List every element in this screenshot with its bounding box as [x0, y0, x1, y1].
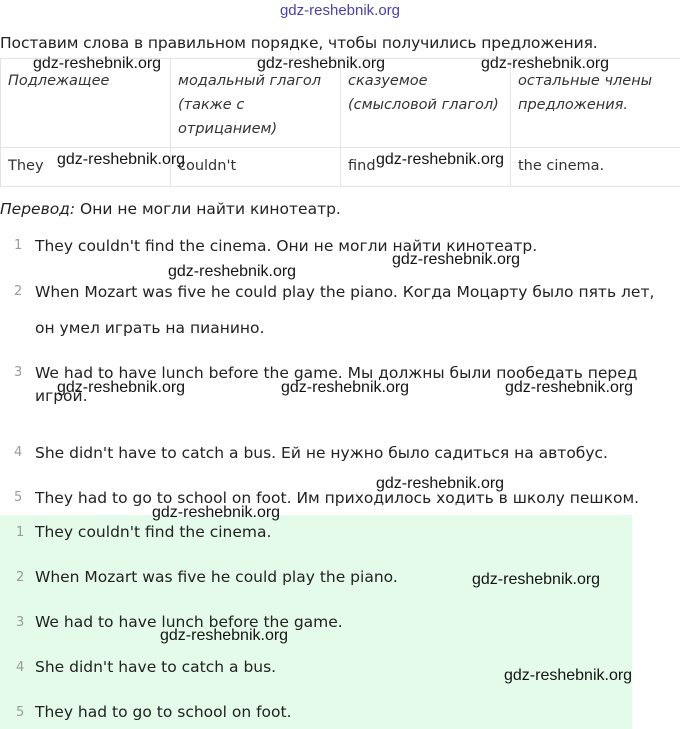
watermark: gdz-reshebnik.org: [257, 55, 386, 72]
header-other-members: остальные члены предложения.: [511, 59, 680, 148]
header-watermark: gdz-reshebnik.org: [279, 2, 401, 19]
watermark: gdz-reshebnik.org: [160, 627, 289, 644]
header-subject: Подлежащее: [1, 59, 171, 148]
item-number: 3: [16, 615, 25, 630]
cell-predicate: find: [341, 148, 511, 187]
item-text: They couldn't find the cinema. Они не могли найти кинотеатр.: [35, 237, 538, 255]
item-number: 3: [14, 365, 23, 380]
item-text: She didn't have to catch a bus. Ей не нужно было садиться на автобус.: [35, 444, 608, 462]
item-text: She didn't have to catch a bus.: [35, 658, 277, 676]
watermark: gdz-reshebnik.org: [504, 667, 633, 684]
watermark: gdz-reshebnik.org: [472, 571, 601, 588]
item-number: 1: [16, 525, 25, 540]
cell-subject: They: [1, 148, 171, 187]
item-number: 2: [16, 570, 25, 585]
translation-text: Они не могли найти кинотеатр.: [75, 200, 341, 218]
watermark: gdz-reshebnik.org: [505, 379, 634, 396]
intro-text: Поставим слова в правильном порядке, чтобы получились предложения.: [0, 34, 598, 52]
watermark: gdz-reshebnik.org: [376, 475, 505, 492]
item-text: We had to have lunch before the game. Мы должны были пообедать перед игрой.: [35, 364, 638, 405]
watermark: gdz-reshebnik.org: [481, 55, 610, 72]
item-text: We had to have lunch before the game.: [35, 613, 343, 631]
header-predicate: сказуемое (смысловой глагол): [341, 59, 511, 148]
item-text: They couldn't find the cinema.: [35, 523, 272, 541]
item-number: 5: [16, 705, 25, 720]
cell-other-members: the cinema.: [511, 148, 680, 187]
item-text: They had to go to school on foot.: [35, 703, 292, 721]
watermark: gdz-reshebnik.org: [57, 151, 186, 168]
translation-line: [0, 200, 680, 218]
watermark: gdz-reshebnik.org: [392, 251, 521, 268]
item-number: 5: [14, 490, 23, 505]
item-number: 2: [14, 284, 23, 299]
watermark: gdz-reshebnik.org: [281, 379, 410, 396]
watermark: gdz-reshebnik.org: [57, 379, 186, 396]
header-modal-verb: модальный глагол (также с отрицанием): [171, 59, 341, 148]
item-number: 4: [16, 660, 25, 675]
watermark: gdz-reshebnik.org: [33, 55, 162, 72]
item-number: 4: [14, 445, 23, 460]
cell-modal-verb: couldn't: [171, 148, 341, 187]
item-text: They had to go to school on foot. Им приходилось ходить в школу пешком.: [35, 489, 640, 507]
watermark: gdz-reshebnik.org: [168, 263, 297, 280]
item-text: When Mozart was five he could play the piano. Когда Моцарту было пять лет, он умел играть на пианино.: [35, 283, 655, 337]
watermark: gdz-reshebnik.org: [376, 151, 505, 168]
item-number: 1: [14, 238, 23, 253]
translation-label: Перевод:: [0, 200, 76, 218]
item-text: When Mozart was five he could play the piano.: [35, 568, 398, 586]
watermark: gdz-reshebnik.org: [152, 504, 281, 521]
